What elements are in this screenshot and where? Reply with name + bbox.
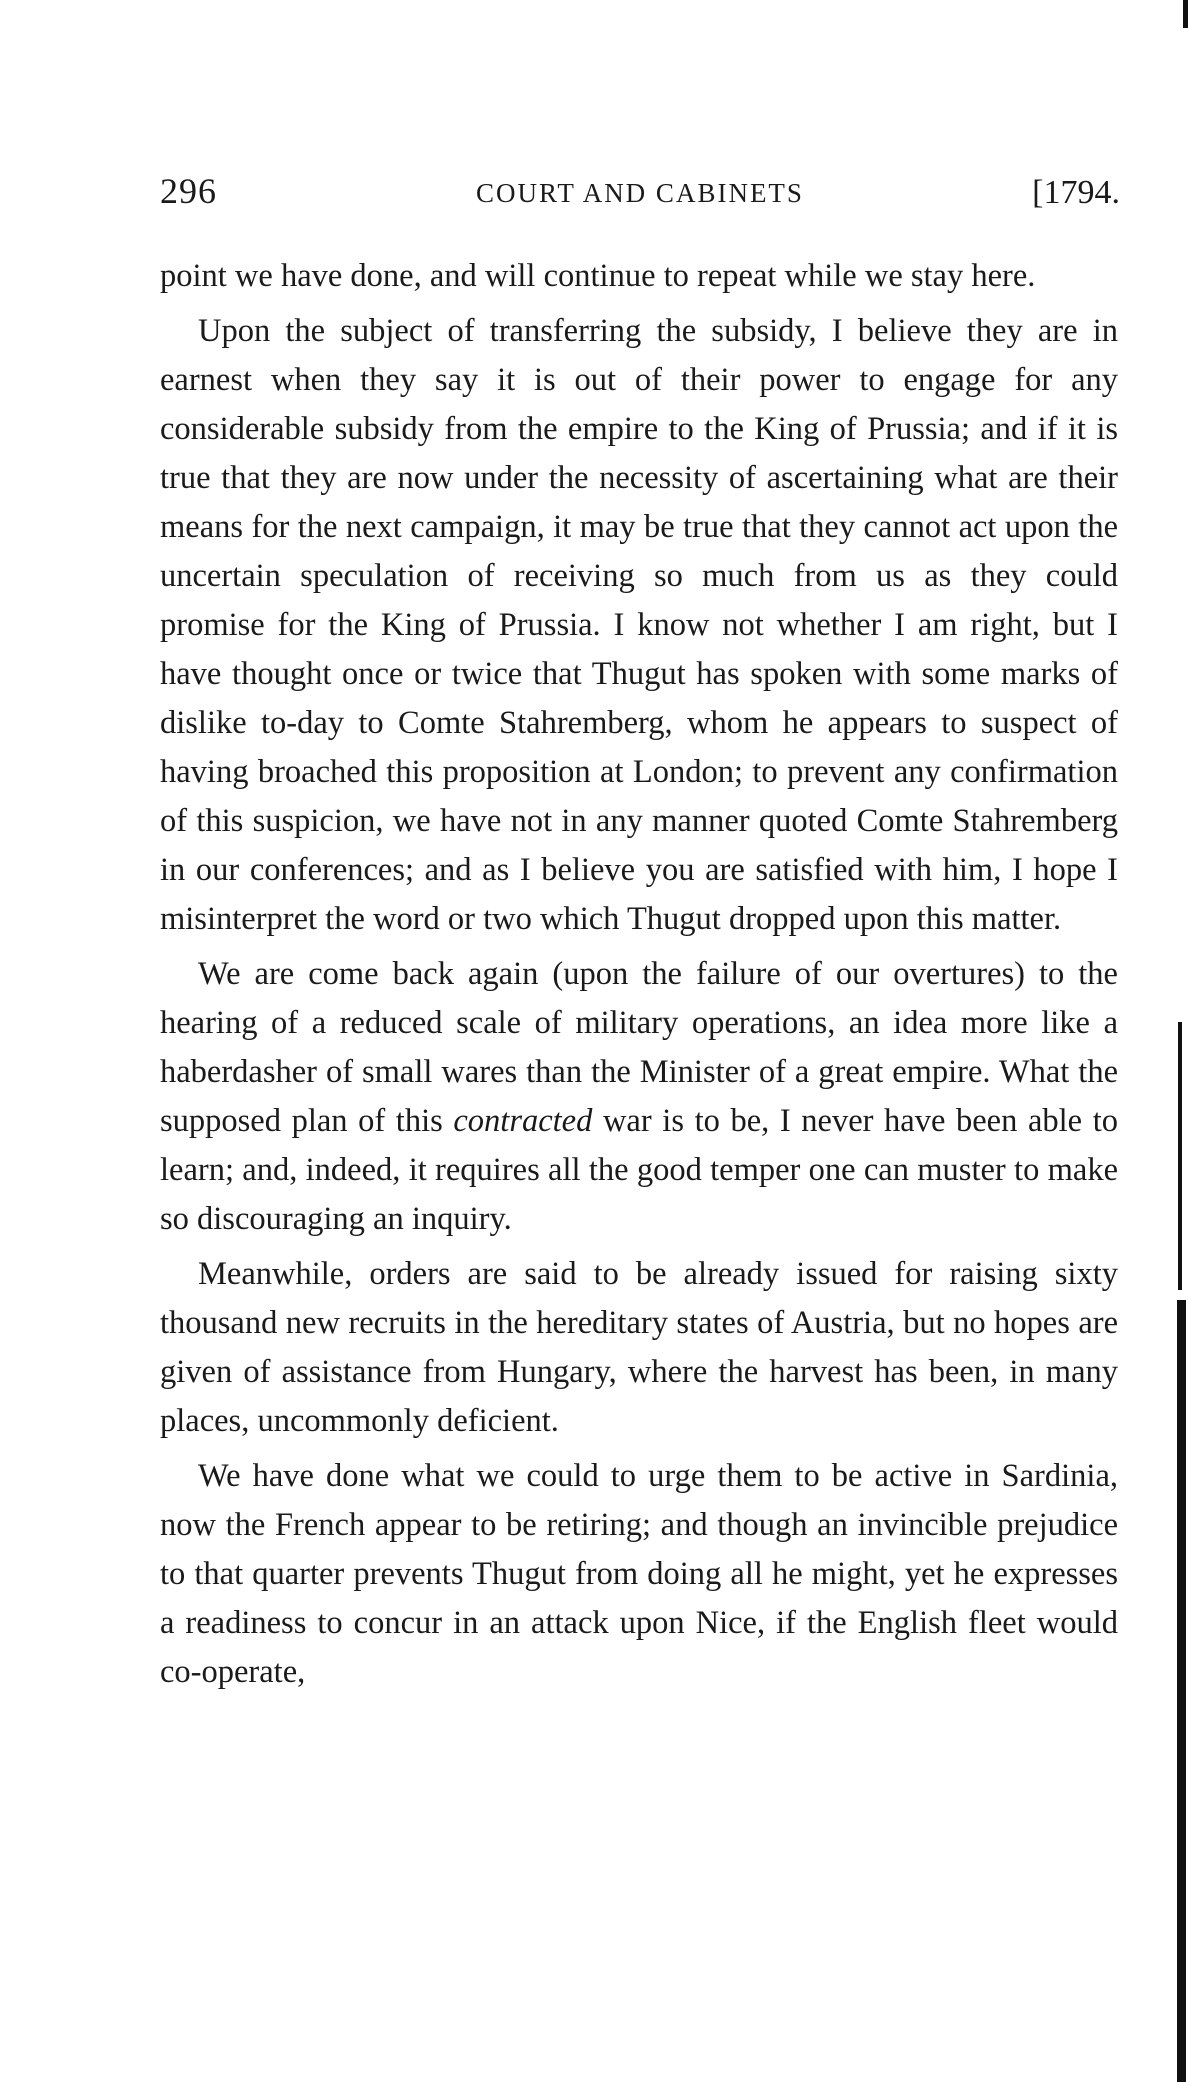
paragraph-2: Upon the subject of transferring the subsidy, I believe they are in earnest when they say it is out of their power to engage for any considerable subsidy from the empire to the King of Prussia; and if it is true that they are now under the necessity of ascertaining what are their means for the next campaign, it may be true that they cannot act upon the uncertain speculation of receiving so much from us as they could promise for the King of Prussia. I know not whether I am right, but I have thought once or twice that Thugut has spoken with some marks of dislike to-day to Comte Stahremberg, whom he appears to suspect of having broached this proposition at London; to prevent any confirmation of this suspicion, we have not in any manner quoted Comte Stahremberg in our conferences; and as I believe you are satisfied with him, I hope I misinterpret the word or two which Thugut dropped upon this matter.	[160, 313, 1118, 937]
body-text	[160, 252, 1118, 1703]
paragraph-5: We have done what we could to urge them to be active in Sardinia, now the French appear to be retiring; and though an invincible prejudice to that quarter prevents Thugut from doing all he might, yet he expresses a readiness to concur in an attack upon Nice, if the English fleet would co-operate,	[160, 1458, 1118, 1690]
paragraph-1: point we have done, and will continue to repeat while we stay here.	[160, 258, 1036, 294]
paragraph-3-text-before: We are come back again (upon the failure of our overtures) to the hearing of a reduced scale of military operations, an idea more like a haberdasher of small wares than the Minister of a great empire. What the supposed plan of this	[160, 956, 1118, 1139]
page-edge-mark-upper	[1178, 1022, 1182, 1290]
running-title: COURT AND CABINETS	[476, 178, 804, 208]
running-head	[160, 170, 1120, 220]
paragraph-3-text-after: war is to be, I never have been able to learn; and, indeed, it requires all the good temper one can muster to make so discouraging an inquiry.	[160, 1103, 1118, 1237]
emphasis-contracted: contracted	[453, 1103, 593, 1139]
page-edge-mark-lower	[1177, 1300, 1186, 2082]
paragraph-4: Meanwhile, orders are said to be already issued for raising sixty thousand new recruits in the hereditary states of Austria, but no hopes are given of assistance from Hungary, where the harvest has been, in many places, uncommonly deficient.	[160, 1256, 1118, 1439]
paragraph-3	[160, 950, 1118, 1244]
running-year: [1794.	[1032, 174, 1120, 211]
page-edge-mark-top	[1183, 0, 1188, 28]
page-number: 296	[160, 171, 217, 211]
